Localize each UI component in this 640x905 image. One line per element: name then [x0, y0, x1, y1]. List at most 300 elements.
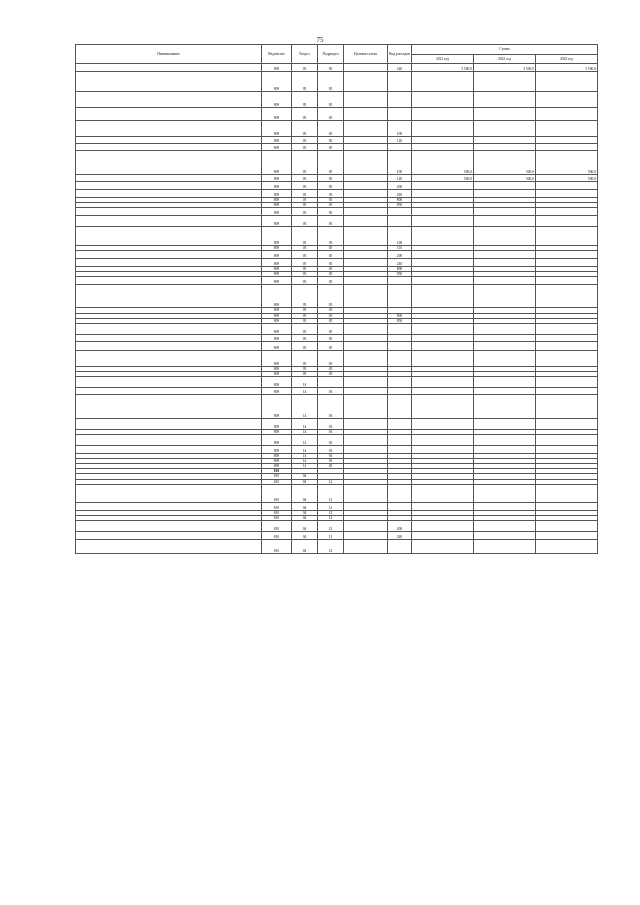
- amount-2022-cell: 500,0: [474, 175, 536, 182]
- amount-2022-cell: [474, 137, 536, 144]
- dept-cell: 809: [262, 387, 292, 394]
- dept-cell: 809: [262, 208, 292, 216]
- table-row: [76, 182, 598, 190]
- target-cell: [344, 227, 388, 246]
- section-cell: 05: [292, 267, 318, 272]
- section-cell: 14: [292, 459, 318, 464]
- target-cell: [344, 285, 388, 308]
- amount-2023-cell: [536, 108, 598, 121]
- type-cell: [388, 376, 412, 387]
- subsection-cell: 05: [318, 246, 344, 251]
- dept-cell: 810: [262, 502, 292, 510]
- dept-cell: 809: [262, 464, 292, 469]
- header-2023: 2023 год: [536, 55, 598, 64]
- subsection-cell: 03: [318, 459, 344, 464]
- section-cell: 05: [292, 198, 318, 203]
- section-cell: 05: [292, 144, 318, 151]
- target-cell: [344, 137, 388, 144]
- amount-2022-cell: [474, 285, 536, 308]
- amount-2021-cell: [412, 376, 474, 387]
- header-name: Наименование: [76, 45, 262, 64]
- amount-2022-cell: [474, 435, 536, 446]
- type-cell: [388, 418, 412, 429]
- section-cell: 05: [292, 92, 318, 108]
- subsection-cell: 03: [318, 418, 344, 429]
- amount-2022-cell: [474, 216, 536, 227]
- name-cell: [76, 531, 262, 539]
- subsection-cell: 05: [318, 151, 344, 175]
- target-cell: [344, 323, 388, 334]
- header-subsection: Подраздел: [318, 45, 344, 64]
- amount-2021-cell: [412, 216, 474, 227]
- dept-cell: 809: [262, 198, 292, 203]
- amount-2022-cell: [474, 484, 536, 502]
- amount-2021-cell: [412, 92, 474, 108]
- section-cell: 05: [292, 208, 318, 216]
- section-cell: 14: [292, 435, 318, 446]
- name-cell: [76, 334, 262, 341]
- amount-2021-cell: [412, 539, 474, 553]
- header-2022: 2022 год: [474, 55, 536, 64]
- amount-2021-cell: [412, 208, 474, 216]
- target-cell: [344, 108, 388, 121]
- type-cell: [388, 285, 412, 308]
- subsection-cell: 05: [318, 285, 344, 308]
- section-cell: 05: [292, 108, 318, 121]
- name-cell: [76, 208, 262, 216]
- section-cell: 14: [292, 418, 318, 429]
- subsection-cell: 05: [318, 341, 344, 350]
- target-cell: [344, 394, 388, 418]
- type-cell: 120: [388, 137, 412, 144]
- section-cell: 05: [292, 323, 318, 334]
- amount-2023-cell: [536, 520, 598, 531]
- amount-2023-cell: [536, 259, 598, 267]
- target-cell: [344, 435, 388, 446]
- table-row: [76, 502, 598, 510]
- table-row: [76, 175, 598, 182]
- subsection-cell: 05: [318, 92, 344, 108]
- subsection-cell: 05: [318, 323, 344, 334]
- table-row: [76, 72, 598, 92]
- dept-cell: 809: [262, 459, 292, 464]
- target-cell: [344, 92, 388, 108]
- amount-2023-cell: [536, 277, 598, 285]
- table-row: [76, 350, 598, 366]
- subsection-cell: 12: [318, 539, 344, 553]
- dept-cell: 809: [262, 64, 292, 72]
- amount-2022-cell: [474, 418, 536, 429]
- subsection-cell: 12: [318, 510, 344, 515]
- target-cell: [344, 144, 388, 151]
- target-cell: [344, 251, 388, 259]
- table-row: [76, 520, 598, 531]
- type-cell: 120: [388, 175, 412, 182]
- subsection-cell: 03: [318, 464, 344, 469]
- section-cell: 14: [292, 454, 318, 459]
- amount-2023-cell: [536, 182, 598, 190]
- table-row: [76, 227, 598, 246]
- dept-cell: 809: [262, 259, 292, 267]
- target-cell: [344, 341, 388, 350]
- dept-cell: 809: [262, 272, 292, 277]
- type-cell: [388, 323, 412, 334]
- subsection-cell: 05: [318, 313, 344, 318]
- dept-cell: 809: [262, 175, 292, 182]
- amount-2021-cell: [412, 520, 474, 531]
- target-cell: [344, 446, 388, 454]
- section-cell: 05: [292, 318, 318, 323]
- target-cell: [344, 350, 388, 366]
- target-cell: [344, 190, 388, 198]
- table-row: [76, 334, 598, 341]
- dept-cell: 809: [262, 418, 292, 429]
- table-row: [76, 376, 598, 387]
- header-sum: Сумма: [412, 45, 598, 55]
- header-2021: 2021 год: [412, 55, 474, 64]
- type-cell: [388, 108, 412, 121]
- amount-2023-cell: [536, 92, 598, 108]
- section-cell: 05: [292, 277, 318, 285]
- amount-2023-cell: [536, 190, 598, 198]
- subsection-cell: 03: [318, 429, 344, 434]
- table-row: [76, 435, 598, 446]
- amount-2023-cell: [536, 251, 598, 259]
- subsection-cell: 03: [318, 454, 344, 459]
- subsection-cell: 05: [318, 334, 344, 341]
- table-row: [76, 108, 598, 121]
- type-cell: [388, 208, 412, 216]
- amount-2021-cell: [412, 108, 474, 121]
- section-cell: 05: [292, 151, 318, 175]
- amount-2023-cell: [536, 216, 598, 227]
- table-row: [76, 484, 598, 502]
- amount-2022-cell: [474, 190, 536, 198]
- subsection-cell: 03: [318, 435, 344, 446]
- subsection-cell: 05: [318, 72, 344, 92]
- section-cell: 05: [292, 72, 318, 92]
- target-cell: [344, 182, 388, 190]
- table-row: [76, 323, 598, 334]
- subsection-cell: 03: [318, 394, 344, 418]
- amount-2023-cell: [536, 144, 598, 151]
- dept-cell: 809: [262, 137, 292, 144]
- amount-2023-cell: [536, 394, 598, 418]
- dept-cell: 810: [262, 479, 292, 484]
- table-row: [76, 208, 598, 216]
- target-cell: [344, 151, 388, 175]
- type-cell: 200: [388, 251, 412, 259]
- amount-2021-cell: [412, 418, 474, 429]
- amount-2021-cell: [412, 334, 474, 341]
- amount-2021-cell: [412, 72, 474, 92]
- section-cell: 14: [292, 376, 318, 387]
- section-cell: 05: [292, 175, 318, 182]
- table-row: [76, 190, 598, 198]
- table-row: [76, 259, 598, 267]
- type-cell: [388, 92, 412, 108]
- amount-2022-cell: [474, 394, 536, 418]
- target-cell: [344, 208, 388, 216]
- section-cell: 14: [292, 429, 318, 434]
- subsection-cell: 05: [318, 203, 344, 208]
- subsection-cell: 05: [318, 259, 344, 267]
- type-cell: 850: [388, 203, 412, 208]
- amount-2022-cell: [474, 520, 536, 531]
- target-cell: [344, 387, 388, 394]
- amount-2022-cell: [474, 502, 536, 510]
- dept-cell: 809: [262, 267, 292, 272]
- amount-2022-cell: [474, 350, 536, 366]
- section-cell: 05: [292, 203, 318, 208]
- dept-cell: 809: [262, 454, 292, 459]
- name-cell: [76, 137, 262, 144]
- target-cell: [344, 520, 388, 531]
- header-dept: Ведомство: [262, 45, 292, 64]
- type-cell: 240: [388, 259, 412, 267]
- amount-2021-cell: [412, 502, 474, 510]
- amount-2021-cell: [412, 182, 474, 190]
- table-row: [76, 92, 598, 108]
- amount-2023-cell: [536, 418, 598, 429]
- subsection-cell: 05: [318, 208, 344, 216]
- section-cell: 05: [292, 246, 318, 251]
- dept-cell: 810: [262, 539, 292, 553]
- amount-2022-cell: [474, 72, 536, 92]
- type-cell: [388, 435, 412, 446]
- dept-cell: 810: [262, 531, 292, 539]
- section-cell: 14: [292, 387, 318, 394]
- amount-2023-cell: [536, 341, 598, 350]
- amount-2021-cell: [412, 394, 474, 418]
- target-cell: [344, 121, 388, 137]
- section-cell: 05: [292, 285, 318, 308]
- subsection-cell: 05: [318, 190, 344, 198]
- target-cell: [344, 376, 388, 387]
- amount-2021-cell: [412, 277, 474, 285]
- amount-2023-cell: [536, 531, 598, 539]
- amount-2022-cell: [474, 259, 536, 267]
- section-cell: 05: [292, 350, 318, 366]
- type-cell: 850: [388, 318, 412, 323]
- dept-cell: 810: [262, 510, 292, 515]
- target-cell: [344, 277, 388, 285]
- dept-cell: 809: [262, 182, 292, 190]
- section-cell: 05: [292, 259, 318, 267]
- amount-2023-cell: 3 500,0: [536, 64, 598, 72]
- type-cell: [388, 394, 412, 418]
- amount-2022-cell: [474, 182, 536, 190]
- amount-2023-cell: [536, 435, 598, 446]
- name-cell: [76, 539, 262, 553]
- name-cell: [76, 175, 262, 182]
- subsection-cell: 05: [318, 182, 344, 190]
- table-row: [76, 137, 598, 144]
- subsection-cell: 05: [318, 350, 344, 366]
- amount-2023-cell: [536, 72, 598, 92]
- type-cell: [388, 216, 412, 227]
- amount-2023-cell: [536, 484, 598, 502]
- subsection-cell: 05: [318, 371, 344, 376]
- subsection-cell: 12: [318, 479, 344, 484]
- dept-cell: 809: [262, 366, 292, 371]
- name-cell: [76, 446, 262, 454]
- amount-2022-cell: 500,0: [474, 151, 536, 175]
- type-cell: [388, 484, 412, 502]
- name-cell: [76, 182, 262, 190]
- amount-2023-cell: [536, 387, 598, 394]
- dept-cell: 809: [262, 246, 292, 251]
- header-section: Раздел: [292, 45, 318, 64]
- name-cell: [76, 277, 262, 285]
- amount-2023-cell: [536, 323, 598, 334]
- type-cell: 850: [388, 272, 412, 277]
- name-cell: [76, 64, 262, 72]
- name-cell: [76, 121, 262, 137]
- subsection-cell: 05: [318, 137, 344, 144]
- name-cell: [76, 259, 262, 267]
- amount-2022-cell: [474, 121, 536, 137]
- target-cell: [344, 216, 388, 227]
- name-cell: [76, 341, 262, 350]
- subsection-cell: 05: [318, 251, 344, 259]
- amount-2021-cell: [412, 121, 474, 137]
- type-cell: 800: [388, 313, 412, 318]
- target-cell: [344, 539, 388, 553]
- section-cell: 05: [292, 371, 318, 376]
- subsection-cell: 05: [318, 267, 344, 272]
- amount-2021-cell: [412, 259, 474, 267]
- dept-cell: 810: [262, 474, 292, 479]
- amount-2021-cell: [412, 251, 474, 259]
- table-row: [76, 418, 598, 429]
- name-cell: [76, 418, 262, 429]
- name-cell: [76, 394, 262, 418]
- amount-2022-cell: [474, 251, 536, 259]
- table-body: [76, 64, 598, 554]
- subsection-cell: 05: [318, 366, 344, 371]
- section-cell: 05: [292, 334, 318, 341]
- amount-2022-cell: [474, 227, 536, 246]
- section-cell: 14: [292, 446, 318, 454]
- section-cell: 14: [292, 464, 318, 469]
- amount-2022-cell: [474, 323, 536, 334]
- name-cell: [76, 72, 262, 92]
- amount-2021-cell: 500,0: [412, 175, 474, 182]
- section-cell: 04: [292, 479, 318, 484]
- amount-2023-cell: [536, 208, 598, 216]
- section-cell: 04: [292, 539, 318, 553]
- header-target: Целевая статья: [344, 45, 388, 64]
- type-cell: [388, 350, 412, 366]
- amount-2022-cell: [474, 108, 536, 121]
- dept-cell: 809: [262, 313, 292, 318]
- table-row: [76, 285, 598, 308]
- amount-2021-cell: [412, 285, 474, 308]
- amount-2021-cell: [412, 531, 474, 539]
- amount-2022-cell: [474, 341, 536, 350]
- amount-2021-cell: [412, 323, 474, 334]
- dept-cell: 809: [262, 429, 292, 434]
- amount-2022-cell: [474, 446, 536, 454]
- amount-2022-cell: 3 500,0: [474, 64, 536, 72]
- name-cell: [76, 285, 262, 308]
- amount-2021-cell: [412, 446, 474, 454]
- section-cell: 05: [292, 313, 318, 318]
- type-cell: 240: [388, 531, 412, 539]
- subsection-cell: 05: [318, 121, 344, 137]
- dept-cell: 810: [262, 469, 292, 474]
- dept-cell: 809: [262, 435, 292, 446]
- table-row: [76, 446, 598, 454]
- amount-2023-cell: [536, 121, 598, 137]
- dept-cell: 809: [262, 350, 292, 366]
- section-cell: 14: [292, 394, 318, 418]
- amount-2022-cell: [474, 277, 536, 285]
- name-cell: [76, 350, 262, 366]
- subsection-cell: 12: [318, 484, 344, 502]
- amount-2021-cell: [412, 227, 474, 246]
- dept-cell: 809: [262, 285, 292, 308]
- dept-cell: 809: [262, 227, 292, 246]
- type-cell: 100: [388, 151, 412, 175]
- name-cell: [76, 435, 262, 446]
- section-cell: 05: [292, 190, 318, 198]
- section-cell: 04: [292, 531, 318, 539]
- type-cell: 240: [388, 190, 412, 198]
- subsection-cell: 12: [318, 531, 344, 539]
- dept-cell: 809: [262, 108, 292, 121]
- amount-2022-cell: [474, 208, 536, 216]
- dept-cell: 809: [262, 92, 292, 108]
- section-cell: 05: [292, 308, 318, 313]
- dept-cell: 809: [262, 251, 292, 259]
- table-row: [76, 121, 598, 137]
- amount-2021-cell: [412, 144, 474, 151]
- dept-cell: 809: [262, 151, 292, 175]
- section-cell: 05: [292, 137, 318, 144]
- name-cell: [76, 151, 262, 175]
- amount-2021-cell: 3 500,0: [412, 64, 474, 72]
- section-cell: 05: [292, 251, 318, 259]
- name-cell: [76, 520, 262, 531]
- dept-cell: 809: [262, 341, 292, 350]
- subsection-cell: 12: [318, 515, 344, 520]
- target-cell: [344, 418, 388, 429]
- section-cell: 04: [292, 515, 318, 520]
- header-type: Вид расходов: [388, 45, 412, 64]
- amount-2022-cell: [474, 92, 536, 108]
- amount-2021-cell: [412, 387, 474, 394]
- dept-cell: 809: [262, 371, 292, 376]
- name-cell: [76, 251, 262, 259]
- subsection-cell: 05: [318, 277, 344, 285]
- subsection-cell: 12: [318, 520, 344, 531]
- amount-2023-cell: 500,0: [536, 151, 598, 175]
- name-cell: [76, 376, 262, 387]
- amount-2023-cell: [536, 350, 598, 366]
- type-cell: [388, 539, 412, 553]
- name-cell: [76, 92, 262, 108]
- section-cell: 05: [292, 366, 318, 371]
- subsection-cell: 05: [318, 198, 344, 203]
- subsection-cell: 03: [318, 446, 344, 454]
- name-cell: [76, 144, 262, 151]
- dept-cell: 809: [262, 446, 292, 454]
- table-row: [76, 531, 598, 539]
- table-row: [76, 144, 598, 151]
- dept-cell: 809: [262, 72, 292, 92]
